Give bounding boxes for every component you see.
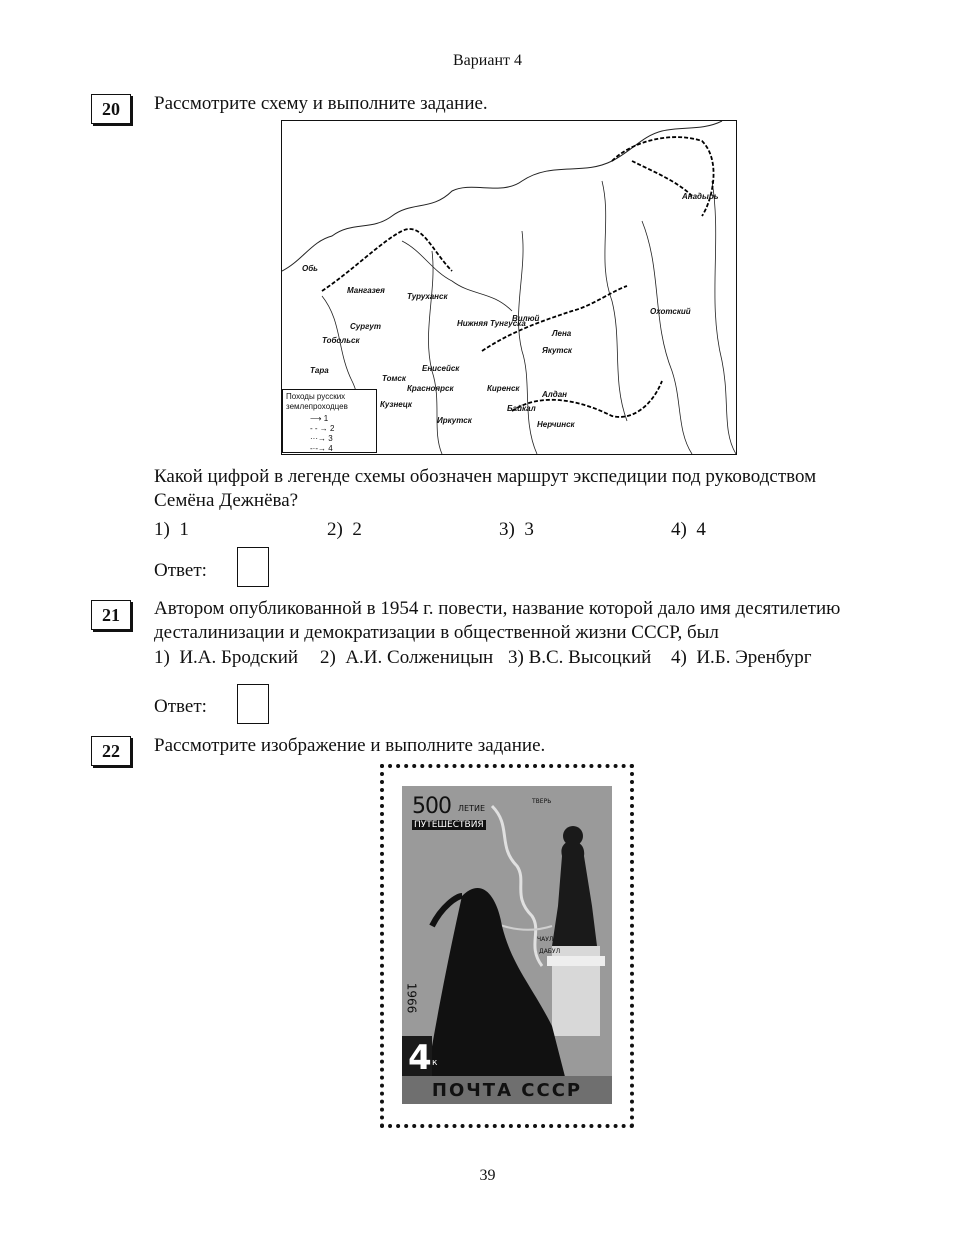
page-number: 39	[479, 1167, 496, 1184]
q20-option-4[interactable]: 4) 4	[671, 519, 706, 540]
svg-text:Нерчинск: Нерчинск	[537, 420, 575, 429]
svg-text:Тара: Тара	[310, 366, 329, 375]
stamp-map-label-2: ЧАУЛ	[537, 936, 554, 943]
q20-answer-box[interactable]	[237, 547, 269, 587]
legend-item-1: ⟶ 1	[310, 414, 329, 423]
svg-text:Сургут: Сургут	[350, 322, 381, 331]
q20-question-line2: Семёна Дежнёва?	[154, 490, 299, 511]
q20-answer-label: Ответ:	[154, 560, 207, 581]
q20-option-3[interactable]: 3) 3	[499, 519, 534, 540]
q21-option-4[interactable]: 4) И.Б. Эренбург	[671, 647, 812, 668]
stamp-subtitle: ПУТЕШЕСТВИЯ	[414, 820, 484, 830]
svg-text:Анадырь: Анадырь	[682, 192, 719, 201]
q21-question-line1: Автором опубликованной в 1954 г. повести, название которой дало имя десятилетию	[154, 598, 841, 619]
stamp-artwork	[402, 786, 612, 1104]
stamp-image	[402, 786, 612, 1104]
q20-option-2[interactable]: 2) 2	[327, 519, 362, 540]
svg-text:Красноярск: Красноярск	[407, 384, 454, 393]
stamp-country: ПОЧТА СССР	[431, 1080, 583, 1101]
q22-prompt: Рассмотрите изображение и выполните задание.	[154, 735, 546, 756]
svg-text:Иркутск: Иркутск	[437, 416, 472, 425]
q21-option-2[interactable]: 2) А.И. Солженицын	[320, 647, 494, 668]
q21-answer-box[interactable]	[237, 684, 269, 724]
q20-prompt: Рассмотрите схему и выполните задание.	[154, 93, 488, 114]
stamp-map-label-3: ДАБУЛ	[539, 948, 561, 955]
svg-text:Якутск: Якутск	[542, 346, 572, 355]
legend-item-3: ···→ 3	[310, 434, 333, 443]
legend-item-4: -·-→ 4	[310, 444, 333, 453]
svg-text:Охотский: Охотский	[650, 307, 691, 316]
stamp-anniversary-suffix: ЛЕТИЕ	[458, 804, 485, 813]
postage-stamp	[380, 764, 634, 1128]
svg-text:Томск: Томск	[382, 374, 406, 383]
svg-text:Тобольск: Тобольск	[322, 336, 360, 345]
legend-item-2: - - → 2	[310, 424, 335, 433]
question-number-20: 20	[91, 94, 131, 124]
svg-text:Обь: Обь	[302, 264, 318, 273]
stamp-map-label-1: ТВЕРЬ	[532, 798, 552, 805]
stamp-anniversary: 500	[412, 794, 451, 819]
q21-question-line2: десталинизации и демократизации в общественной жизни СССР, был	[154, 622, 719, 643]
map-legend	[282, 389, 377, 453]
q20-option-1[interactable]: 1) 1	[154, 519, 189, 540]
svg-text:Вилюй: Вилюй	[512, 314, 540, 323]
svg-text:Кузнецк: Кузнецк	[380, 400, 412, 409]
stamp-year: 1966	[404, 982, 419, 1014]
svg-text:Туруханск: Туруханск	[407, 292, 448, 301]
svg-text:Алдан: Алдан	[542, 390, 567, 399]
svg-text:Киренск: Киренск	[487, 384, 520, 393]
question-number-21: 21	[91, 600, 131, 630]
route-map	[281, 120, 737, 455]
svg-text:Нижняя Тунгуска: Нижняя Тунгуска	[457, 319, 526, 328]
map-legend-title: Походы русских землепроходцев	[286, 392, 348, 411]
svg-text:Енисейск: Енисейск	[422, 364, 460, 373]
page-header: Вариант 4	[453, 52, 522, 69]
q21-option-3[interactable]: 3) В.С. Высоцкий	[508, 647, 652, 668]
stamp-value: 4	[408, 1038, 432, 1078]
svg-text:Мангазея: Мангазея	[347, 286, 385, 295]
q21-answer-label: Ответ:	[154, 696, 207, 717]
stamp-value-unit: к	[432, 1058, 438, 1068]
q20-question-line1: Какой цифрой в легенде схемы обозначен маршрут экспедиции под руководством	[154, 466, 817, 487]
svg-text:Лена: Лена	[552, 329, 572, 338]
q21-option-1[interactable]: 1) И.А. Бродский	[154, 647, 299, 668]
svg-text:Байкал: Байкал	[507, 404, 536, 413]
question-number-22: 22	[91, 736, 131, 766]
